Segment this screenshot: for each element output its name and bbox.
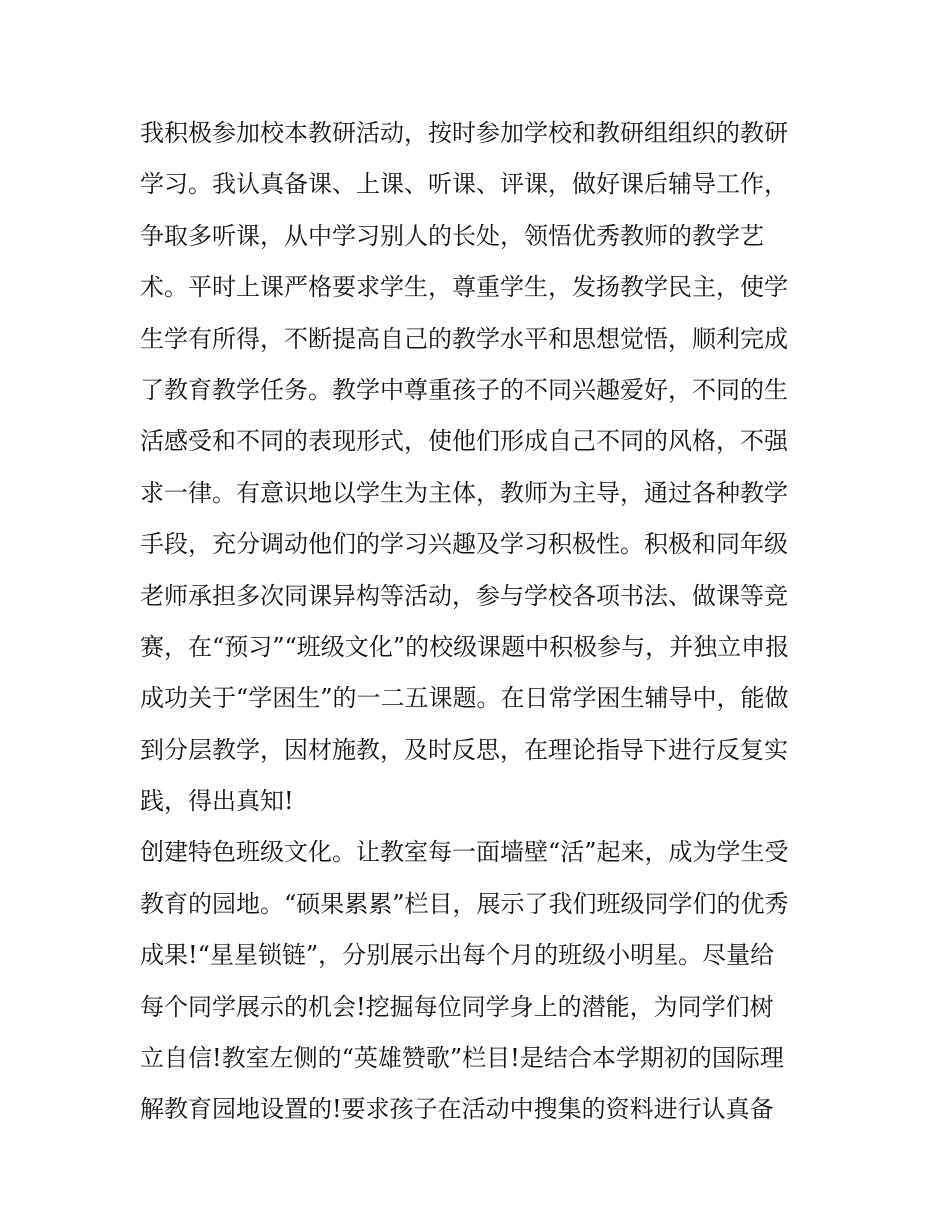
text-line: 学习。我认真备课、上课、听课、评课，做好课后辅导工作， — [140, 170, 788, 199]
text-line: 了教育教学任务。教学中尊重孩子的不同兴趣爱好，不同的生 — [140, 375, 788, 404]
text-line: 每个同学展示的机会!挖掘每位同学身上的潜能，为同学们树 — [140, 992, 774, 1021]
text-line: 求一律。有意识地以学生为主体，教师为主导，通过各种教学 — [140, 478, 788, 507]
text-line: 践，得出真知! — [140, 787, 294, 816]
text-line: 赛，在“预习”“班级文化”的校级课题中积极参与，并独立申报 — [140, 632, 790, 661]
text-line: 教育的园地。“硕果累累”栏目，展示了我们班级同学们的优秀 — [140, 889, 789, 918]
body-text — [140, 108, 820, 1136]
text-line: 手段，充分调动他们的学习兴趣及学习积极性。积极和同年级 — [140, 530, 788, 559]
text-line: 老师承担多次同课异构等活动，参与学校各项书法、做课等竞 — [140, 581, 788, 610]
text-line: 立自信!教室左侧的“英雄赞歌”栏目!是结合本学期初的国际理 — [140, 1044, 784, 1073]
text-line: 成果!“星星锁链”，分别展示出每个月的班级小明星。尽量给 — [140, 941, 775, 970]
text-line: 创建特色班级文化。让教室每一面墙壁“活”起来，成为学生受 — [140, 838, 789, 867]
text-line: 我积极参加校本教研活动，按时参加学校和教研组组织的教研 — [140, 119, 788, 147]
text-line: 争取多听课，从中学习别人的长处，领悟优秀教师的教学艺 — [140, 221, 764, 250]
text-line: 术。平时上课严格要求学生，尊重学生，发扬教学民主，使学 — [140, 273, 788, 302]
text-line: 成功关于“学困生”的一二五课题。在日常学困生辅导中，能做 — [140, 684, 789, 713]
text-line: 活感受和不同的表现形式，使他们形成自己不同的风格，不强 — [140, 427, 788, 456]
text-line: 到分层教学，因材施教，及时反思，在理论指导下进行反复实 — [140, 735, 788, 764]
text-line: 解教育园地设置的!要求孩子在活动中搜集的资料进行认真备 — [140, 1095, 774, 1124]
text-line: 生学有所得，不断提高自己的教学水平和思想觉悟，顺利完成 — [140, 324, 788, 353]
